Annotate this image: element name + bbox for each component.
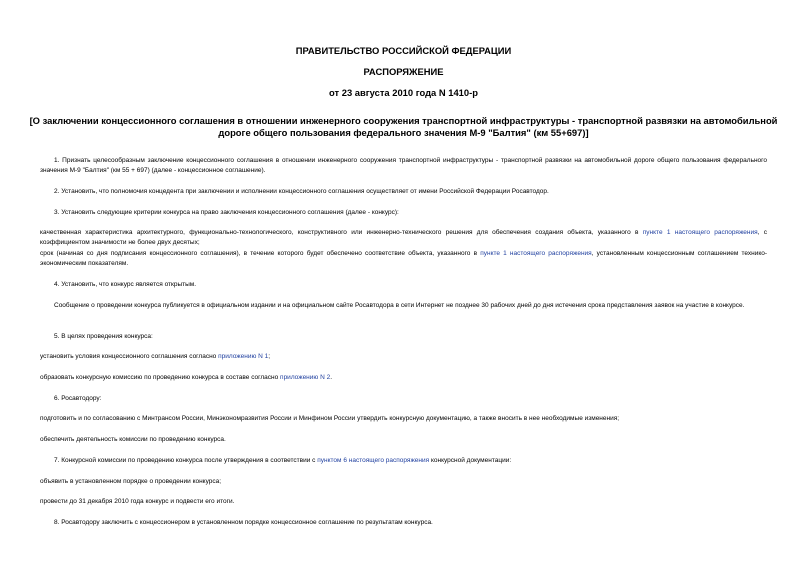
- item-5-1-text-end: ;: [268, 353, 271, 360]
- link-punkt-6[interactable]: пунктом 6 настоящего распоряжения: [317, 457, 430, 464]
- paragraph-6: 6. Росавтодору:: [54, 395, 102, 402]
- link-appendix-2[interactable]: приложению N 2: [280, 374, 331, 381]
- paragraph-4: 4. Установить, что конкурс является открытым.: [54, 281, 197, 288]
- government-heading: ПРАВИТЕЛЬСТВО РОССИЙСКОЙ ФЕДЕРАЦИИ: [295, 45, 512, 56]
- criterion-1-text-end: , с коэффициентом значимости не более двух десятых;: [40, 229, 767, 246]
- paragraph-7-text-end: конкурсной документации:: [429, 457, 512, 464]
- link-appendix-1[interactable]: приложению N 1: [218, 353, 269, 360]
- paragraph-6-item-2: обеспечить деятельность комиссии по проведению конкурса.: [40, 436, 226, 443]
- paragraph-1: 1. Признать целесообразным заключение концессионного соглашения в отношении инженерного сооружения транспортной инфраструктуры - транспортной развязки на автомобильной дороге общего пользования федерального значения М-9 "Балтия" (км 55 + 697) (далее - концессионное соглашение).: [40, 157, 767, 174]
- item-5-2-text: образовать конкурсную комиссию по проведению конкурса в составе согласно: [40, 374, 279, 381]
- paragraph-2: 2. Установить, что полномочия концедента при заключении и исполнении концессионного соглашения осуществляет от имени Российской Федерации Росавтодор.: [54, 188, 549, 195]
- document-type-heading: РАСПОРЯЖЕНИЕ: [363, 66, 444, 77]
- item-5-2-text-end: .: [330, 374, 333, 381]
- paragraph-7: [40, 456, 767, 466]
- criterion-2-text: срок (начиная со дня подписания концессионного соглашения), в течение которого будет обеспечено соответствие объекта, указанного в: [40, 250, 478, 257]
- document-title-line-2: дороге общего пользования федерального значения М-9 "Балтия" (км 55+697)]: [218, 127, 589, 138]
- criterion-1-text: качественная характеристика архитектурного, функционально-технологического, конструктивного или инженерно-технического решения для обеспечения создания объекта, указанного в: [40, 229, 639, 236]
- link-punkt-1-second[interactable]: пункте 1 настоящего распоряжения: [480, 250, 592, 257]
- paragraph-3-criterion-2: [40, 249, 767, 269]
- paragraph-7-item-1: объявить в установленном порядке о проведении конкурса;: [40, 478, 222, 485]
- date-number-heading: от 23 августа 2010 года N 1410-р: [329, 87, 478, 98]
- paragraph-7-item-2: провести до 31 декабря 2010 года конкурс и подвести его итоги.: [40, 498, 235, 505]
- paragraph-5-item-2: [40, 373, 767, 383]
- paragraph-3: 3. Установить следующие критерии конкурса на право заключения концессионного соглашения (далее - конкурс):: [54, 209, 399, 216]
- paragraph-5-item-1: [40, 352, 767, 362]
- paragraph-6-item-1: подготовить и по согласованию с Минтрансом России, Минэкономразвития России и Минфином России утвердить конкурсную документацию, а также вносить в нее необходимые изменения;: [40, 415, 620, 422]
- link-punkt-1[interactable]: пункте 1 настоящего распоряжения: [642, 229, 758, 236]
- item-5-1-text: установить условия концессионного соглашения согласно: [40, 353, 217, 360]
- paragraph-7-text: 7. Конкурсной комиссии по проведению конкурса после утверждения в соответствии с: [54, 457, 316, 464]
- paragraph-3-criterion-1: [40, 228, 767, 248]
- document-title-line-1: [О заключении концессионного соглашения в отношении инженерного сооружения транспортной инфраструктуры - транспортной развязки на автомобильной: [29, 115, 778, 126]
- criterion-2-text-end: , установленным концессионным соглашением технико-экономическим показателям.: [40, 250, 768, 267]
- paragraph-4-announcement: Сообщение о проведении конкурса публикуется в официальном издании и на официальном сайте Росавтодора в сети Интернет не позднее 30 рабочих дней до дня истечения срока представления заявок на участие в конкурсе.: [54, 302, 745, 309]
- paragraph-8: 8. Росавтодору заключить с концессионером в установленном порядке концессионное соглашение по результатам конкурса.: [54, 519, 433, 526]
- paragraph-5: 5. В целях проведения конкурса:: [54, 333, 153, 340]
